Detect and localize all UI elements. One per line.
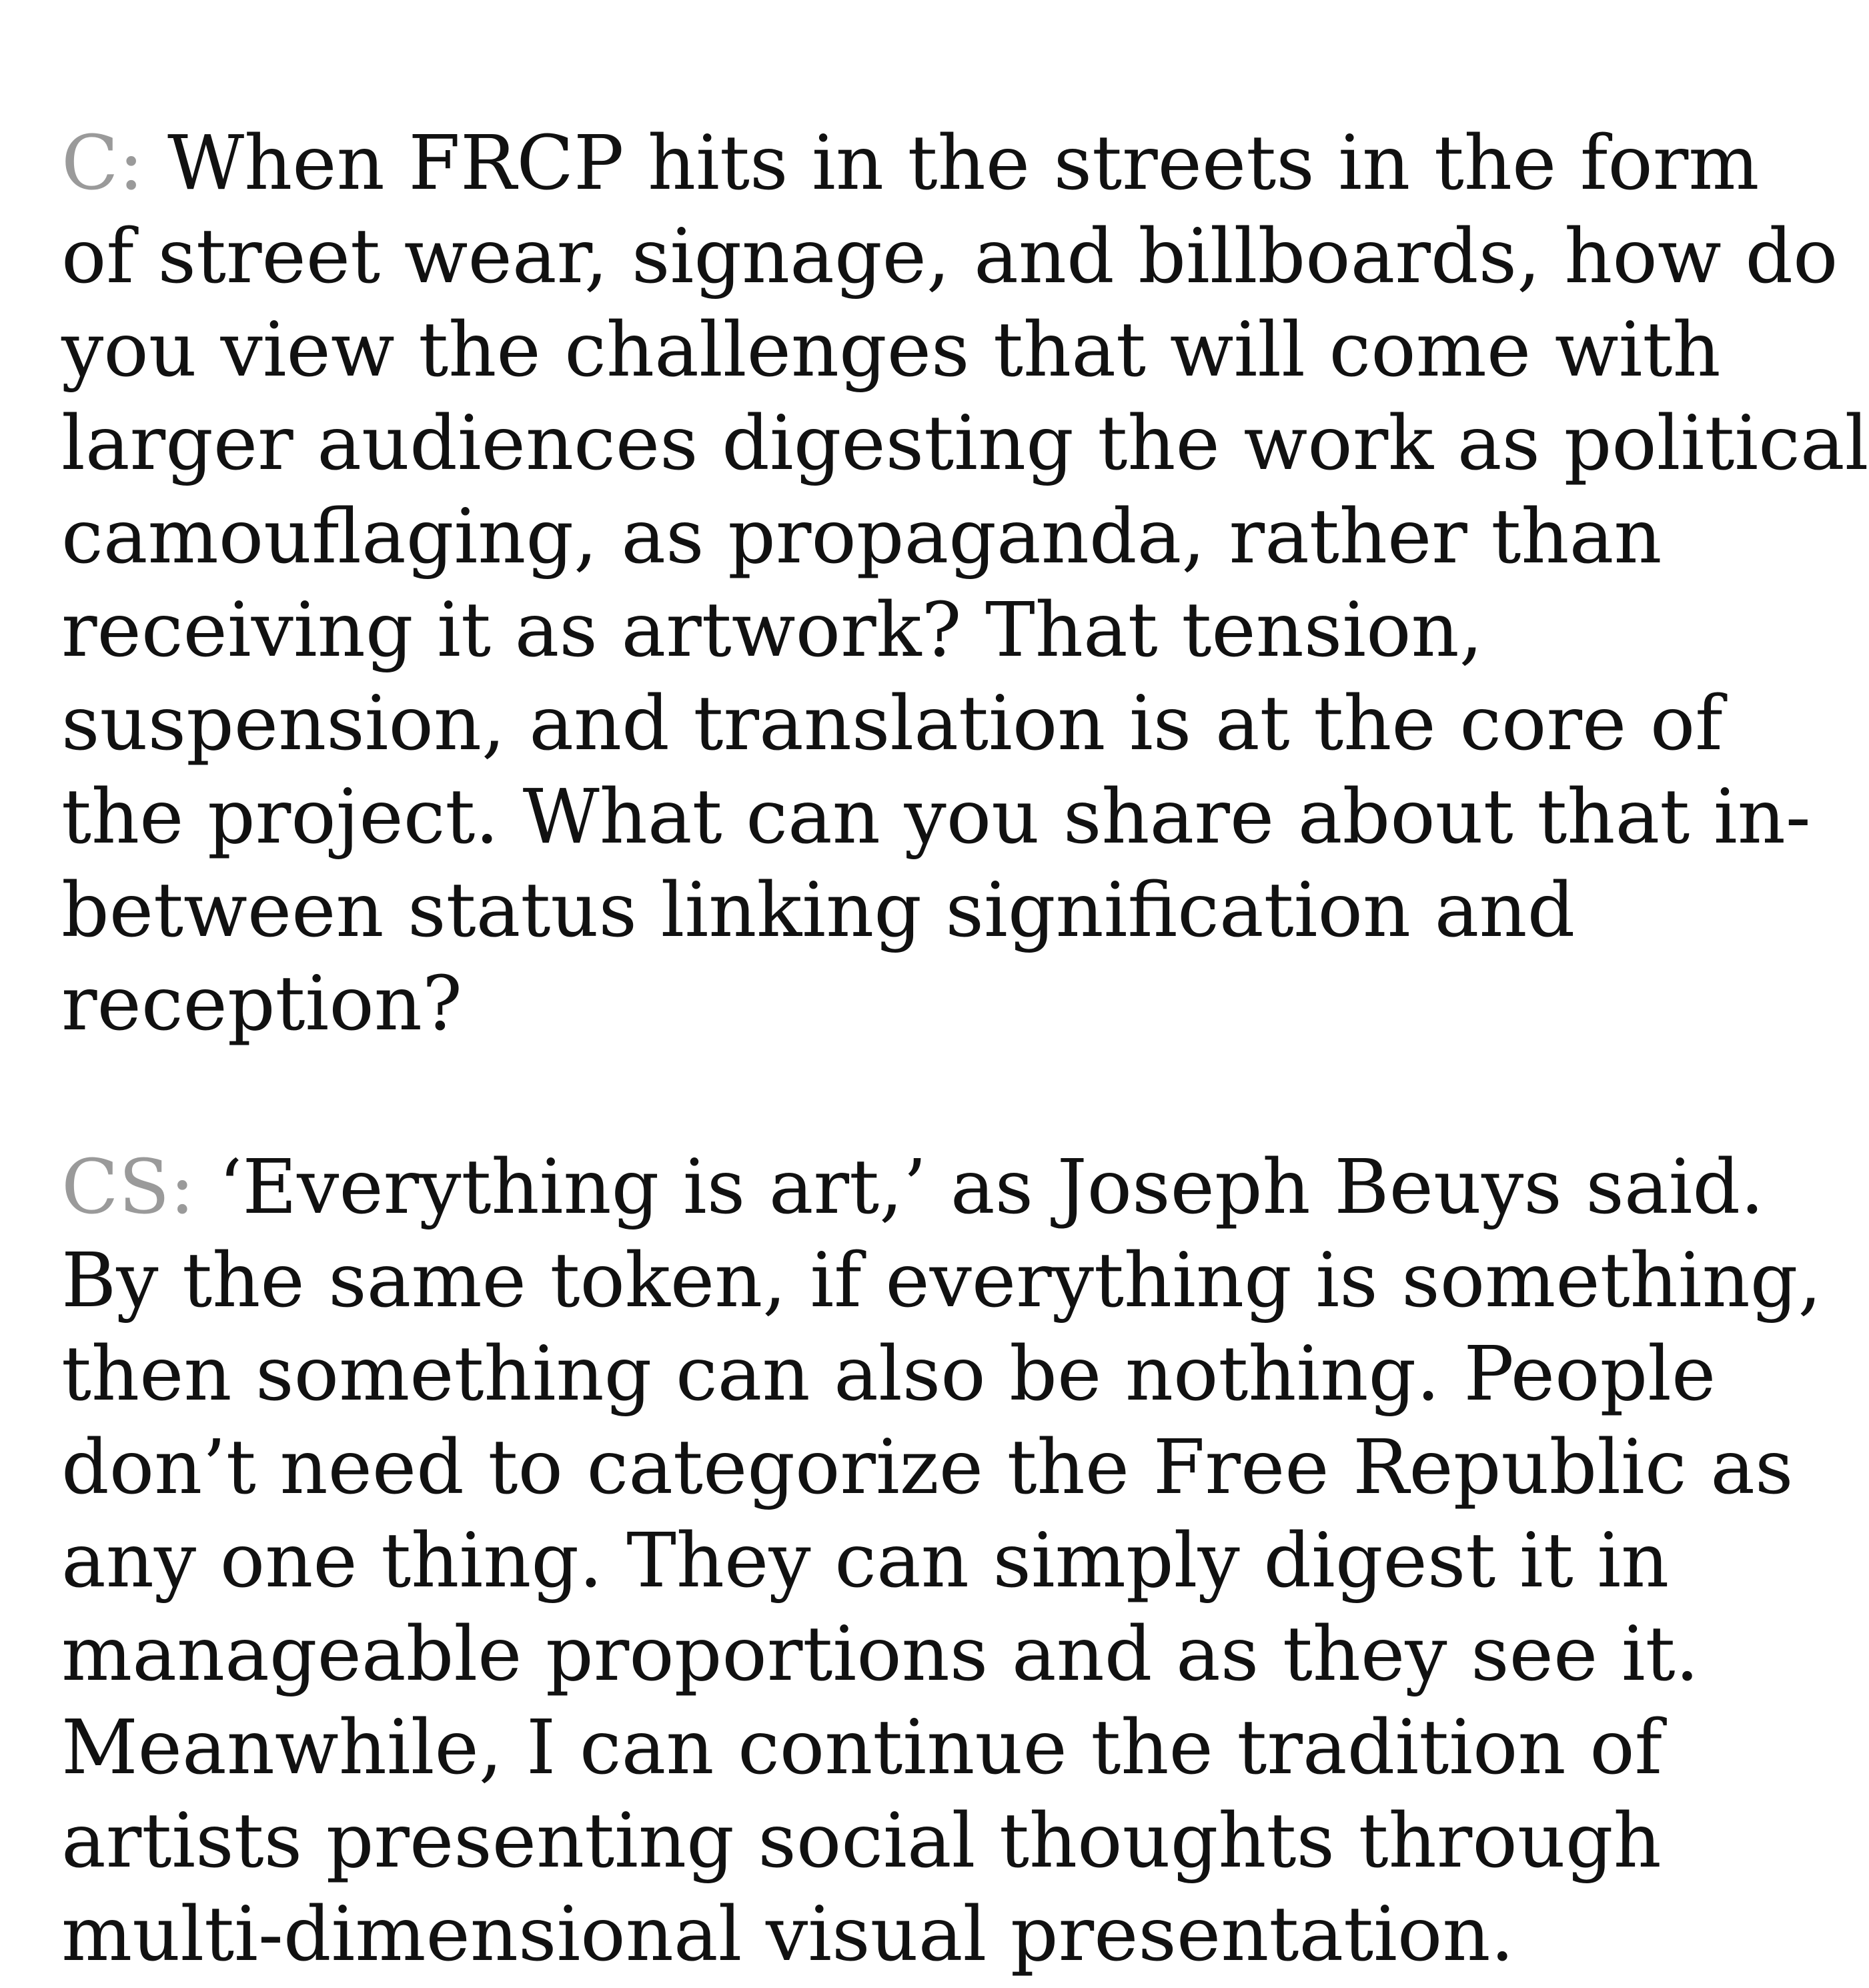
speaker-label-interviewer: C: (61, 120, 144, 207)
question-line-7: suspension, and translation is at the core of (61, 680, 1723, 767)
answer-line-1-text: ‘Everything is art,’ as Joseph Beuys said. (218, 1144, 1764, 1231)
answer-paragraph (61, 1141, 1822, 1981)
question-line-3: you view the challenges that will come with (61, 307, 1721, 394)
question-paragraph (61, 117, 1869, 1051)
question-line-5: camouflaging, as propaganda, rather than (61, 494, 1662, 580)
answer-line-7: Meanwhile, I can continue the tradition of (61, 1704, 1663, 1791)
answer-line-1 (61, 1141, 1764, 1234)
speaker-label-artist: CS: (61, 1144, 195, 1231)
question-line-10: reception? (61, 961, 462, 1047)
question-line-6: receiving it as artwork? That tension, (61, 587, 1483, 674)
answer-line-4: don’t need to categorize the Free Republic as (61, 1424, 1794, 1511)
answer-line-2: By the same token, if everything is something, (61, 1237, 1822, 1324)
answer-line-9: multi-dimensional visual presentation. (61, 1891, 1515, 1978)
answer-line-6: manageable proportions and as they see it. (61, 1611, 1700, 1698)
question-line-1 (61, 117, 1760, 210)
question-line-2: of street wear, signage, and billboards, how do (61, 213, 1838, 300)
question-line-9: between status linking signification and (61, 867, 1576, 954)
answer-line-8: artists presenting social thoughts through (61, 1798, 1662, 1885)
answer-line-3: then something can also be nothing. People (61, 1331, 1716, 1418)
question-line-4: larger audiences digesting the work as political (61, 400, 1869, 487)
answer-line-5: any one thing. They can simply digest it in (61, 1518, 1670, 1604)
question-line-8: the project. What can you share about that in- (61, 774, 1811, 861)
question-line-1-text: When FRCP hits in the streets in the form (167, 120, 1760, 207)
